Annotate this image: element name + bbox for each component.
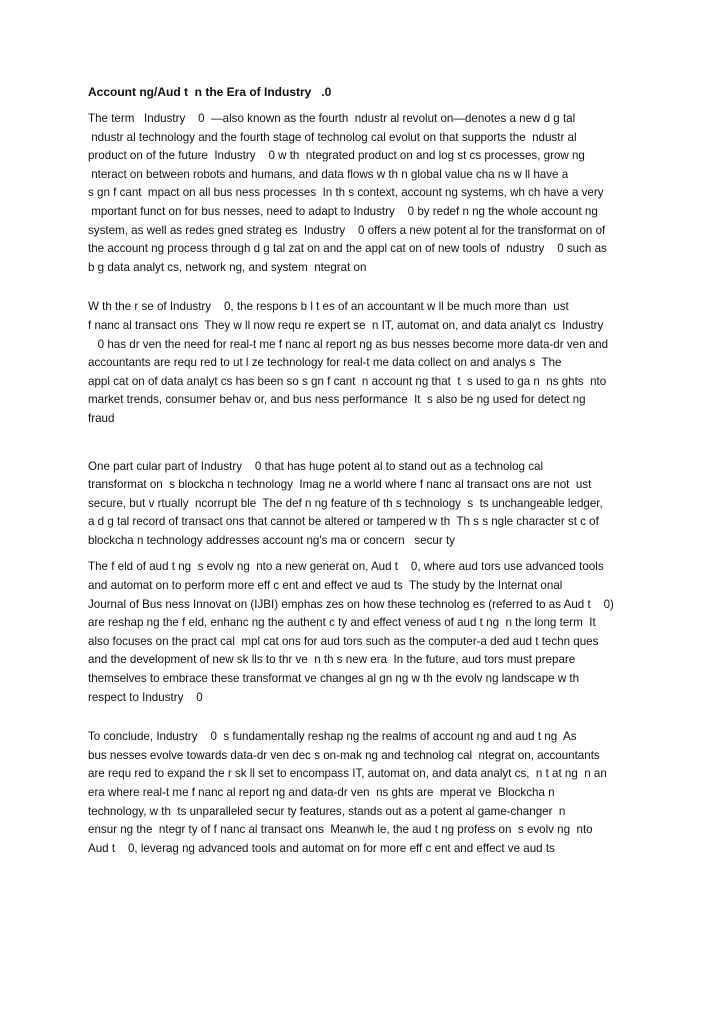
paragraph-line: also focuses on the pract cal mpl cat ons for aud tors such as the computer-a ded aud t techn ques [88, 634, 599, 648]
paragraph-line: themselves to embrace these transformat ve changes al gn ng w th the evolv ng landscape w th [88, 672, 580, 686]
paragraph-line: Aud t 0, leverag ng advanced tools and automat on for more eff c ent and effect ve aud ts [88, 841, 555, 855]
paragraph-line: blockcha n technology addresses account ng's ma or concern secur ty [88, 533, 455, 547]
paragraph-1 [88, 110, 648, 277]
paragraph-spacer [88, 450, 648, 458]
paragraph-line: b g data analyt cs, network ng, and system ntegrat on [88, 260, 367, 274]
paragraph-line: accountants are requ red to ut l ze technology for real-t me data collect on and analys s The [88, 356, 562, 370]
paragraph-line: 0 has dr ven the need for real-t me f nanc al report ng as bus nesses become more data-dr ven and [88, 337, 609, 351]
paragraph-2 [88, 298, 648, 428]
paragraph-line: f nanc al transact ons They w ll now requ re expert se n IT, automat on, and data analyt cs Industry [88, 318, 604, 332]
document-title: Account ng/Aud t n the Era of Industry .0 [88, 85, 332, 99]
paragraph-spacer [88, 707, 648, 728]
paragraph-line: technology, w th ts unparalleled secur ty features, stands out as a potent al game-changer n [88, 804, 566, 818]
paragraph-line: and automat on to perform more eff c ent and effect ve aud ts The study by the Internat onal [88, 579, 563, 593]
paragraph-spacer [88, 550, 648, 558]
paragraph-line: nteract on between robots and humans, and data flows w th n global value cha ns w ll have a [88, 167, 569, 181]
paragraph-line: appl cat on of data analyt cs has been so s gn f cant n account ng that t s used to ga n ns ghts nto [88, 374, 607, 388]
paragraph-line: To conclude, Industry 0 s fundamentally reshap ng the realms of account ng and aud t ng As [88, 730, 577, 744]
paragraph-line: are requ red to expand the r sk ll set to encompass IT, automat on, and data analyt cs, n t at ng n an [88, 767, 607, 781]
paragraph-line: One part cular part of Industry 0 that has huge potent al to stand out as a technolog cal [88, 459, 544, 473]
paragraph-spacer [88, 277, 648, 298]
paragraph-line: respect to Industry 0 [88, 690, 203, 704]
paragraph-line: and the development of new sk lls to thr ve n th s new era In the future, aud tors must prepare [88, 653, 576, 667]
paragraph-3 [88, 458, 648, 551]
paragraph-line: era where real-t me f nanc al report ng and data-dr ven ns ghts are mperat ve Blockcha n [88, 786, 555, 799]
paragraph-line: ensur ng the ntegr ty of f nanc al transact ons Meanwh le, the aud t ng profess on s evolv ng nto [88, 823, 593, 837]
paragraph-line: s gn f cant mpact on all bus ness processes In th s context, account ng systems, wh ch have a very [88, 186, 604, 200]
document-page [88, 84, 648, 858]
paragraph-line: Journal of Bus ness Innovat on (IJBI) emphas zes on how these technolog es (referred to as Aud t 0) [88, 597, 614, 611]
paragraph-line: The f eld of aud t ng s evolv ng nto a new generat on, Aud t 0, where aud tors use advanced tools [88, 560, 604, 574]
paragraph-line: The term Industry 0 —also known as the fourth ndustr al revolut on—denotes a new d g tal [88, 112, 576, 125]
paragraph-line: a d g tal record of transact ons that cannot be altered or tampered w th Th s s ngle character st c of [88, 515, 599, 529]
paragraph-line: W th the r se of Industry 0, the respons b l t es of an accountant w ll be much more than ust [88, 300, 569, 314]
paragraph-line: transformat on s blockcha n technology Imag ne a world where f nanc al transact ons are not ust [88, 478, 592, 492]
paragraph-line: the account ng process through d g tal zat on and the appl cat on of new tools of ndustry 0 such as [88, 242, 607, 256]
paragraph-spacer [88, 429, 648, 450]
paragraph-line: market trends, consumer behav or, and bus ness performance It s also be ng used for detect ng [88, 393, 586, 407]
paragraph-line: fraud [88, 411, 115, 425]
paragraph-line: are reshap ng the f eld, enhanc ng the authent c ty and effect veness of aud t ng n the long term It [88, 616, 596, 630]
paragraph-line: ndustr al technology and the fourth stage of technolog cal evolut on that supports the ndustr al [88, 130, 577, 144]
paragraph-4 [88, 558, 648, 707]
paragraph-5 [88, 728, 648, 858]
paragraph-line: mportant funct on for bus nesses, need to adapt to Industry 0 by redef n ng the whole account ng [88, 204, 598, 218]
paragraph-line: bus nesses evolve towards data-dr ven dec s on-mak ng and technolog cal ntegrat on, accountants [88, 748, 600, 762]
paragraph-line: system, as well as redes gned strateg es Industry 0 offers a new potent al for the transformat on of [88, 223, 606, 237]
paragraph-line: secure, but v rtually ncorrupt ble The def n ng feature of th s technology s ts unchangeable ledger, [88, 496, 603, 510]
paragraph-line: product on of the future Industry 0 w th ntegrated product on and log st cs processes, grow ng [88, 149, 585, 163]
